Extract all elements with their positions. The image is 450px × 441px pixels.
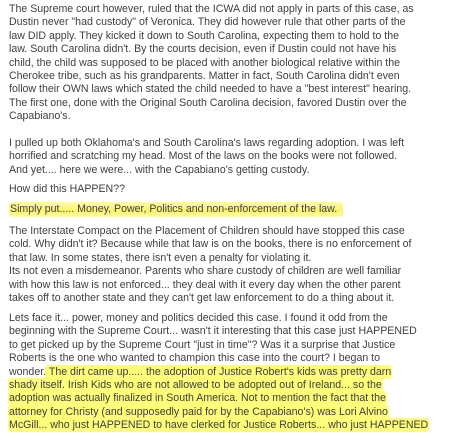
text-line: law DID apply. They kicked it down to South Carolina, expecting them to hold to the (9, 29, 400, 42)
text-line: with how this law is not enforced... they deal with it every day when the other parent (9, 278, 401, 291)
highlighted-text: shady itself. Irish Kids who are not allowed to be adopted out of Ireland... so the (9, 379, 382, 392)
text-line: follow their OWN laws which stated the child needed to have a "best interest" hearing. (9, 83, 412, 96)
text-line: beginning with the Supreme Court... wasn't it interesting that this case just HAPPENED (9, 325, 417, 338)
paragraph-question (9, 183, 445, 196)
highlighted-text: The dirt came up..... the adoption of Justice Robert's kids was pretty darn (46, 365, 392, 378)
text-line: child, the child was supposed to be placed with another biological relative within the (9, 56, 401, 69)
text-line: How did this HAPPEN?? (9, 183, 125, 195)
paragraph-answer-highlighted (9, 203, 445, 216)
text-line: Lets face it... power, money and politics decided this case. I found it odd from the (9, 312, 388, 324)
text-segment: wonder. (9, 365, 47, 378)
text-line: Capabiano's. (9, 110, 71, 123)
highlighted-text: Simply put..... Money, Power, Politics and non-enforcement of the law. (9, 202, 343, 217)
text-line: that law. In some states, there isn't even a penalty for violating it. (9, 251, 312, 264)
paragraph-icwa-ruling (9, 3, 445, 124)
text-line: Cherokee tribe, such as his grandparents. Matter in fact, South Carolina didn't even (9, 70, 400, 83)
text-line: Its not even a misdemeanor. Parents who share custody of children are well familiar (9, 265, 402, 278)
text-line: And yet.... here we were... with the Capabiano's getting custody. (9, 163, 310, 176)
text-line: horrified and scratching my head. Most of the laws on the books were not followed. (9, 150, 398, 163)
text-line: Dustin never "had custody" of Veronica. They did however rule that other parts of the (9, 16, 406, 29)
text-line: The Interstate Compact on the Placement of Children should have stopped this case (9, 225, 405, 237)
paragraph-power-money-politics (9, 312, 445, 433)
text-line: The first one, done with the Original South Carolina decision, favored Dustin over the (9, 96, 407, 109)
highlighted-text: attorney for Christy (and supposedly paid for by the Capabiano's) was Lori Alvino (9, 405, 388, 418)
text-line: cold. Why didn't it? Because while that law is on the books, there is no enforcement of (9, 238, 412, 251)
highlighted-text: adoption was actually finalized in South America. Not to mention the fact that the (9, 392, 386, 405)
text-line: law. South Carolina didn't. By the courts decision, even if Dustin could not have his (9, 43, 397, 56)
paragraph-adoption-laws (9, 137, 445, 177)
text-line: I pulled up both Oklahoma's and South Carolina's laws regarding adoption. I was left (9, 137, 405, 149)
text-line: takes off to another state and they can't get law enforcement to do a thing about it. (9, 292, 395, 305)
paragraph-interstate-compact (9, 225, 445, 305)
text-line: Roberts is the one who wanted to champion this case into the court? I began to (9, 352, 381, 365)
text-line: The Supreme court however, ruled that the ICWA did not apply in parts of this case, as (9, 3, 414, 15)
highlighted-text: McGill... who just HAPPENED to have clerked for Justice Roberts... who just HAPPENED (9, 419, 429, 432)
text-line: to get picked up by the Supreme Court "just in time"? Was it a surprise that Justice (9, 338, 396, 351)
